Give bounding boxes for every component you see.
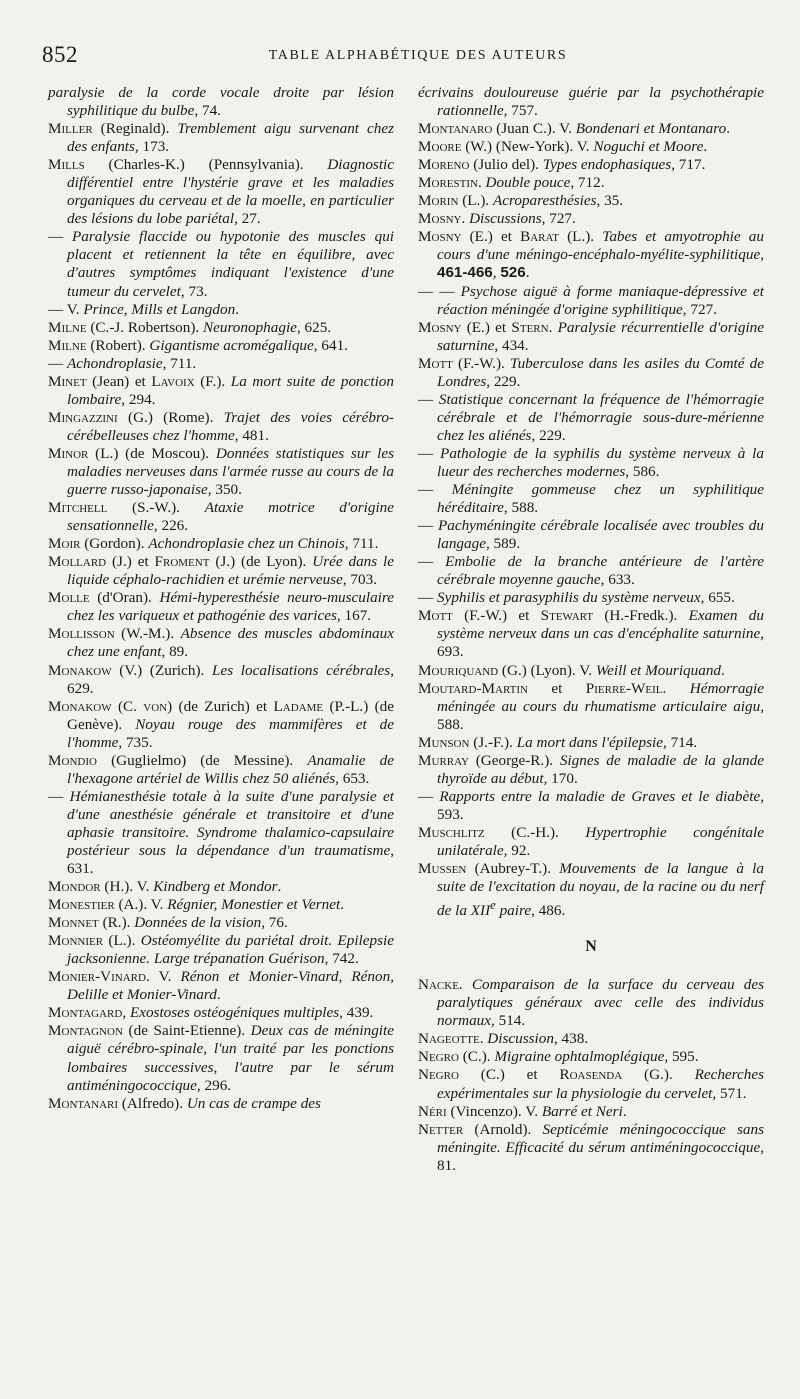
- index-entry: [418, 1048, 764, 1066]
- author-name: Miller: [48, 120, 93, 138]
- index-entry: [418, 1121, 764, 1175]
- author-name: Morestin: [418, 174, 478, 192]
- entry-text: (W.) (New-York). V. Noguchi et Moore.: [461, 138, 708, 156]
- entry-text: (E.) et Barat (L.). Tabes et amyotrophie au cours d'une méningo-encéphalo-myélite-syphilitique, 461-466, 526.: [437, 228, 764, 282]
- index-entry: [418, 283, 764, 319]
- index-entry: [48, 589, 394, 625]
- index-entry: [48, 373, 394, 409]
- author-name: Munson: [418, 733, 470, 751]
- section-letter-heading: N: [585, 938, 597, 956]
- entry-text: — Statistique concernant la fréquence de l'hémorragie cérébrale et de l'hémorragie sous-dure-mérienne chez les aliénés, 229.: [418, 390, 764, 444]
- index-entry: [48, 788, 394, 878]
- index-entry: [48, 968, 394, 1004]
- entry-text: (F.-W.). Tuberculose dans les asiles du Comté de Londres, 229.: [437, 354, 765, 390]
- author-name: Monier-Vinard: [48, 968, 146, 986]
- entry-text: — Rapports entre la maladie de Graves et le diabète, 593.: [418, 787, 764, 823]
- entry-text: (Jean) et Lavoix (F.). La mort suite de ponction lombaire, 294.: [67, 372, 394, 408]
- right-column-n-entries: [418, 976, 764, 1175]
- entry-text: — Embolie de la branche antérieure de l'artère cérébrale moyenne gauche, 633.: [418, 553, 764, 589]
- author-name: Mouriquand: [418, 661, 499, 679]
- index-entry: [418, 1103, 764, 1121]
- entry-text: (J.-F.). La mort dans l'épilepsie, 714.: [469, 733, 698, 751]
- index-entry: [418, 481, 764, 517]
- entry-text: (Alfredo). Un cas de crampe des: [118, 1094, 321, 1112]
- index-entry: [418, 84, 764, 120]
- index-entry: [48, 301, 394, 319]
- entry-text: (L.) (de Moscou). Données statistiques sur les maladies nerveuses dans l'armée russe au cours de la guerre russo-japonaise, 350.: [67, 444, 394, 499]
- entry-text: — — Psychose aiguë à forme maniaque-dépressive et réaction méningée d'origine syphilitique, 727.: [418, 282, 765, 318]
- author-name: Mosny: [418, 318, 462, 336]
- entry-text: (G.) (Rome). Trajet des voies cérébro-cérébelleuses chez l'homme, 481.: [67, 408, 394, 444]
- author-name: Moreno: [418, 156, 470, 174]
- entry-text: . Comparaison de la surface du cerveau des paralytiques généraux avec celle des individus normaux, 514.: [437, 976, 765, 1030]
- entry-text: (C.-H.). Hypertrophie congénitale unilatérale, 92.: [437, 823, 764, 859]
- author-name: Montanari: [48, 1094, 119, 1112]
- index-entry: [418, 607, 764, 661]
- author-name: Néri: [418, 1102, 447, 1120]
- entry-text: (d'Oran). Hémi-hyperesthésie neuro-musculaire chez les variqueux et pathogénie des varices, 167.: [67, 589, 394, 625]
- author-name: Mosny: [418, 210, 462, 228]
- author-name: Mott: [418, 354, 453, 372]
- author-name: Netter: [418, 1120, 464, 1138]
- entry-text: (A.). V. Régnier, Monestier et Vernet.: [114, 896, 344, 914]
- index-entry: [418, 192, 764, 210]
- page-header: [42, 42, 764, 70]
- entry-text: , Exostoses ostéogéniques multiples, 439.: [122, 1004, 374, 1022]
- index-entry: [418, 319, 764, 355]
- entry-text: (Charles-K.) (Pennsylvania). Diagnostic différentiel entre l'hystérie grave et les maladies organiques du cerveau et de la moelle, en particulier des lésions du lobe pariétal, 27.: [67, 156, 394, 228]
- index-entry: [418, 553, 764, 589]
- author-name: Mussen: [418, 860, 467, 878]
- entry-text: (R.). Données de la vision, 76.: [98, 914, 288, 932]
- author-name: Monnier: [48, 932, 104, 950]
- entry-text: — Achondroplasie, 711.: [48, 354, 197, 372]
- index-entry: [418, 734, 764, 752]
- index-entry: [48, 1095, 394, 1113]
- author-name: Murray: [418, 751, 469, 769]
- index-entry: [418, 156, 764, 174]
- author-name: Mollisson: [48, 625, 115, 643]
- author-name: Montanaro: [418, 120, 493, 138]
- index-entry: [48, 698, 394, 752]
- entry-text: (C.). Migraine ophtalmoplégique, 595.: [458, 1048, 699, 1066]
- entry-text: (Guglielmo) (de Messine). Anamalie de l'hexagone artériel de Willis chez 50 aliénés, 653.: [67, 751, 394, 787]
- author-name: Monakow: [48, 661, 112, 679]
- author-name: Mills: [48, 156, 85, 174]
- index-entry: [48, 499, 394, 535]
- entry-text: — Méningite gommeuse chez un syphilitique héréditaire, 588.: [418, 481, 764, 517]
- index-entry: [418, 228, 764, 282]
- author-name: Minet: [48, 372, 87, 390]
- entry-text: écrivains douloureuse guérie par la psychothérapie rationnelle, 757.: [418, 84, 764, 120]
- author-name: Mondor: [48, 878, 101, 896]
- entry-text: — Pachyméningite cérébrale localisée avec troubles du langage, 589.: [418, 517, 764, 553]
- author-name: Mingazzini: [48, 408, 118, 426]
- entry-text: (H.). V. Kindberg et Mondor.: [100, 878, 282, 896]
- entry-text: — Syphilis et parasyphilis du système nerveux, 655.: [418, 589, 735, 607]
- author-name: Montagnon: [48, 1022, 123, 1040]
- entry-text: (de Saint-Etienne). Deux cas de méningite aiguë cérébro-spinale, l'un traité par les ponctions lombaires successives, l'autre par le sérum antiméningococcique, 296.: [67, 1022, 394, 1094]
- entry-text: (Robert). Gigantisme acromégalique, 641.: [86, 336, 348, 354]
- index-entry: [418, 860, 764, 920]
- index-entry: [418, 517, 764, 553]
- index-entry: [48, 409, 394, 445]
- entry-text: — Pathologie de la syphilis du système nerveux à la lueur des recherches modernes, 586.: [418, 444, 764, 480]
- index-entry: [418, 355, 764, 391]
- entry-text: (Arnold). Septicémie méningococcique sans méningite. Efficacité du sérum antiméningococcique, 81.: [437, 1120, 764, 1174]
- entry-text: (C. von) (de Zurich) et Ladame (P.-L.) (de Genève). Noyau rouge des mammifères et de l'homme, 735.: [67, 697, 395, 751]
- index-entry: [418, 210, 764, 228]
- entry-text: . V. Rénon et Monier-Vinard, Rénon, Delille et Monier-Vinard.: [67, 968, 394, 1004]
- author-name: Negro: [418, 1048, 459, 1066]
- entry-text: (Vincenzo). V. Barré et Neri.: [446, 1102, 627, 1120]
- author-name: Mott: [418, 607, 453, 625]
- index-entry: [418, 391, 764, 445]
- author-name: Negro: [418, 1066, 459, 1084]
- author-name: Monakow: [48, 697, 112, 715]
- index-entry: [418, 680, 764, 734]
- entry-text: (S.-W.). Ataxie motrice d'origine sensationnelle, 226.: [67, 499, 394, 535]
- index-entry: [48, 337, 394, 355]
- author-name: Monnet: [48, 914, 99, 932]
- index-entry: [418, 662, 764, 680]
- entry-text: . Double pouce, 712.: [477, 174, 605, 192]
- page-number: 852: [42, 42, 78, 67]
- index-entry: [48, 1004, 394, 1022]
- author-name: Milne: [48, 318, 87, 336]
- index-entry: [418, 120, 764, 138]
- entry-text: (Aubrey-T.). Mouvements de la langue à la suite de l'excitation du noyau, de la racine ou du nerf de la XIIe paire, 486.: [437, 860, 764, 920]
- index-entry: [48, 914, 394, 932]
- index-entry: [418, 445, 764, 481]
- index-columns: [48, 84, 764, 1175]
- author-name: Morin: [418, 192, 459, 210]
- entry-text: paralysie de la corde vocale droite par lésion syphilitique du bulbe, 74.: [48, 84, 394, 120]
- index-entry: [48, 553, 394, 589]
- entry-text: (G.) (Lyon). V. Weill et Mouriquand.: [498, 661, 725, 679]
- right-column: [418, 84, 764, 1175]
- index-entry: [48, 932, 394, 968]
- index-entry: [48, 878, 394, 896]
- entry-text: (F.-W.) et Stewart (H.-Fredk.). Examen du système nerveux dans un cas d'encéphalite saturnine, 693.: [437, 607, 764, 661]
- entry-text: (L.). Ostéomyélite du pariétal droit. Epilepsie jacksonienne. Large trépanation Guérison, 742.: [67, 932, 394, 968]
- index-entry: [418, 1030, 764, 1048]
- author-name: Moir: [48, 535, 81, 553]
- index-entry: [48, 896, 394, 914]
- entry-text: (J.) et Froment (J.) (de Lyon). Urée dans le liquide céphalo-rachidien et urémie nerveuse, 703.: [67, 553, 394, 589]
- author-name: Nacke: [418, 976, 459, 994]
- entry-text: (W.-M.). Absence des muscles abdominaux chez une enfant, 89.: [67, 625, 394, 661]
- author-name: Milne: [48, 336, 87, 354]
- author-name: Mosny: [418, 228, 462, 246]
- entry-text: . Discussion, 438.: [479, 1030, 589, 1048]
- entry-text: (Gordon). Achondroplasie chez un Chinois, 711.: [80, 535, 379, 553]
- author-name: Moore: [418, 138, 462, 156]
- index-entry: [48, 752, 394, 788]
- index-entry: [418, 138, 764, 156]
- index-entry: [418, 752, 764, 788]
- entry-text: (C.) et Roasenda (G.). Recherches expérimentales sur la physiologie du cervelet, 571.: [437, 1066, 764, 1102]
- entry-text: — Paralysie flaccide ou hypotonie des muscles qui placent et retiennent la tête en équilibre, avec d'autres symptômes indiquant l'existence d'une tumeur du cervelet, 73.: [48, 228, 395, 300]
- index-entry: [48, 662, 394, 698]
- index-entry: [48, 84, 394, 120]
- left-column: [48, 84, 394, 1175]
- author-name: Moutard-Martin: [418, 679, 528, 697]
- index-entry: [418, 788, 764, 824]
- index-entry: [418, 1066, 764, 1102]
- entry-text: (Reginald). Tremblement aigu survenant chez des enfants, 173.: [67, 120, 395, 156]
- index-entry: [48, 535, 394, 553]
- author-name: Mitchell: [48, 499, 108, 517]
- entry-text: (E.) et Stern. Paralysie récurrentielle d'origine saturnine, 434.: [437, 318, 765, 354]
- entry-text: . Discussions, 727.: [461, 210, 576, 228]
- index-entry: [48, 625, 394, 661]
- entry-text: (C.-J. Robertson). Neuronophagie, 625.: [86, 318, 332, 336]
- entry-text: — Hémianesthésie totale à la suite d'une paralysie et d'une anesthésie générale et transitoire et d'une aphasie transitoire. Syndrome thalamico-capsulaire postérieur sous la dépendance d'un traumatisme, 631.: [48, 787, 395, 878]
- author-name: Molle: [48, 589, 90, 607]
- index-entry: [48, 445, 394, 499]
- author-name: Muschlitz: [418, 823, 485, 841]
- entry-text: (Juan C.). V. Bondenari et Montanaro.: [492, 120, 730, 138]
- index-entry: [48, 228, 394, 300]
- author-name: Monestier: [48, 896, 115, 914]
- entry-text: (V.) (Zurich). Les localisations cérébrales, 629.: [67, 661, 394, 697]
- index-entry: [418, 174, 764, 192]
- running-head: TABLE ALPHABÉTIQUE DES AUTEURS: [268, 48, 568, 63]
- index-entry: [48, 1022, 394, 1094]
- author-name: Nageotte: [418, 1030, 480, 1048]
- index-entry: [48, 319, 394, 337]
- author-name: Mollard: [48, 553, 107, 571]
- author-name: Minor: [48, 444, 89, 462]
- index-entry: [418, 824, 764, 860]
- entry-text: (Julio del). Types endophasiques, 717.: [469, 156, 706, 174]
- index-entry: [418, 976, 764, 1030]
- index-entry: [48, 156, 394, 228]
- right-column-m-entries: [418, 84, 764, 920]
- index-entry: [418, 589, 764, 607]
- entry-text: — V. Prince, Mills et Langdon.: [48, 300, 239, 318]
- index-entry: [48, 120, 394, 156]
- entry-text: (L.). Acroparesthésies, 35.: [458, 192, 624, 210]
- author-name: Montagard: [48, 1004, 123, 1022]
- author-name: Mondio: [48, 751, 97, 769]
- entry-text: (George-R.). Signes de maladie de la glande thyroïde au début, 170.: [437, 751, 764, 787]
- index-entry: [48, 355, 394, 373]
- entry-text: et Pierre-Weil. Hémorragie méningée au cours du rhumatisme articulaire aigu, 588.: [437, 679, 764, 733]
